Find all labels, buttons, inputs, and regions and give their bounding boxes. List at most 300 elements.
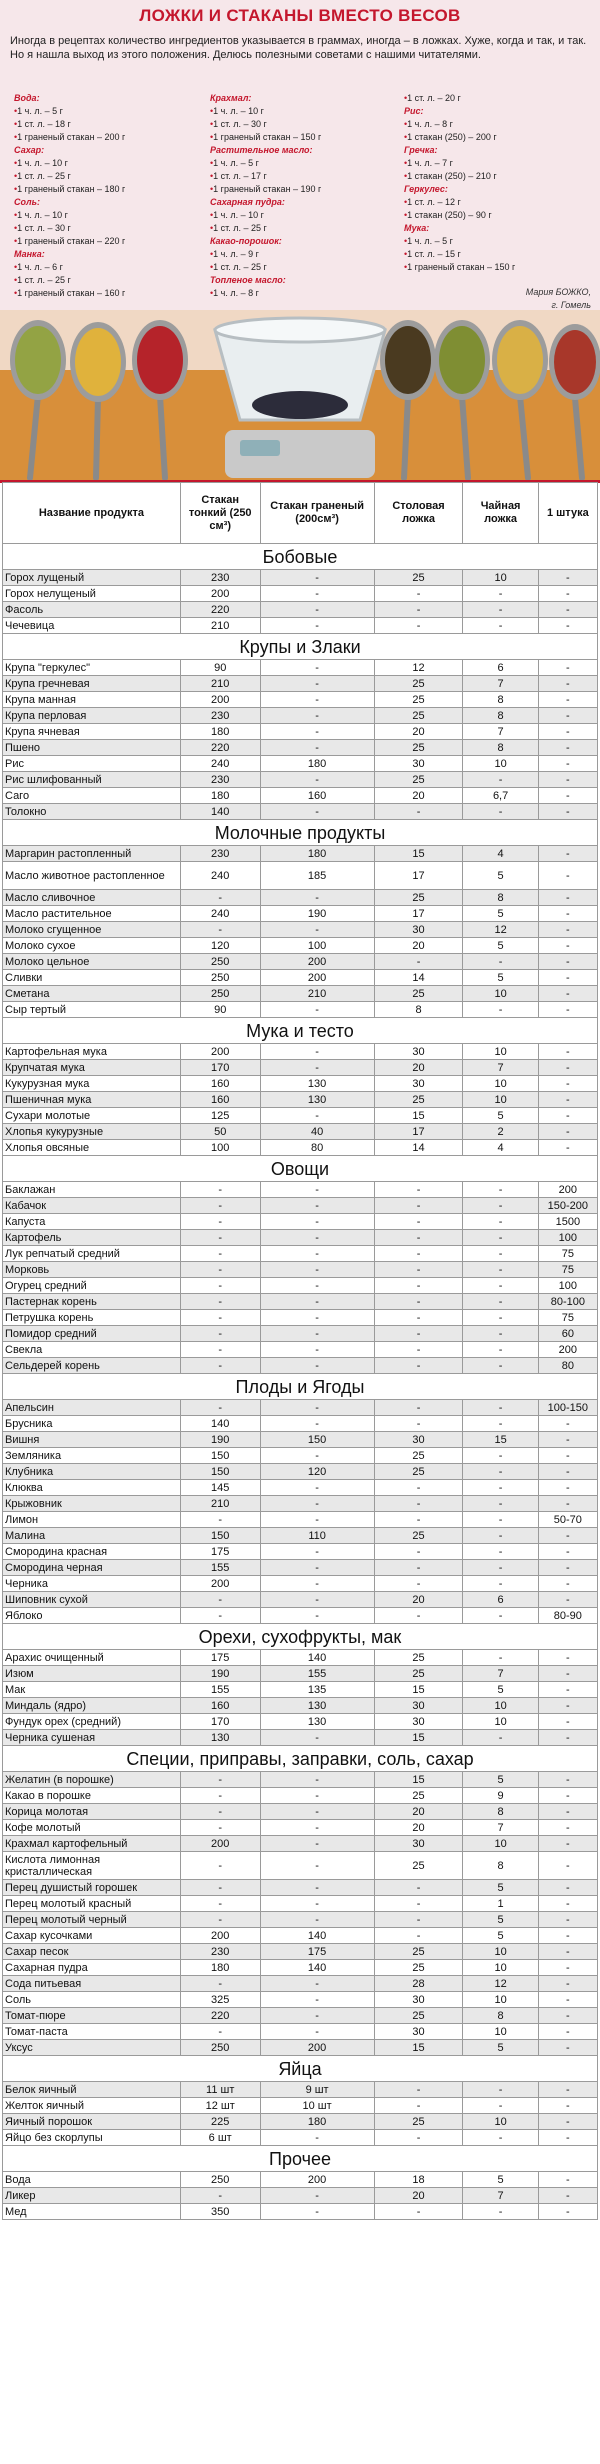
product-name-cell: Маргарин растопленный bbox=[3, 846, 181, 862]
table-row bbox=[3, 1092, 598, 1108]
product-name-cell: Уксус bbox=[3, 2040, 181, 2056]
value-cell: 130 bbox=[260, 1698, 374, 1714]
value-cell: - bbox=[180, 1912, 260, 1928]
value-cell: 200 bbox=[260, 954, 374, 970]
product-name-cell: Кофе молотый bbox=[3, 1820, 181, 1836]
value-cell: - bbox=[463, 1230, 538, 1246]
table-row bbox=[3, 862, 598, 890]
value-cell: - bbox=[260, 1044, 374, 1060]
value-cell: - bbox=[260, 922, 374, 938]
value-cell: 10 bbox=[463, 2024, 538, 2040]
value-cell: - bbox=[374, 1358, 463, 1374]
value-cell: 15 bbox=[374, 2040, 463, 2056]
product-name-cell: Фасоль bbox=[3, 602, 181, 618]
value-cell: - bbox=[180, 1214, 260, 1230]
value-cell: - bbox=[538, 922, 597, 938]
product-name-cell: Картофель bbox=[3, 1230, 181, 1246]
product-name-cell: Шиповник сухой bbox=[3, 1592, 181, 1608]
value-cell: 250 bbox=[180, 970, 260, 986]
value-cell: - bbox=[260, 1416, 374, 1432]
value-cell: 30 bbox=[374, 1992, 463, 2008]
value-cell: - bbox=[374, 618, 463, 634]
measure-group-title: Какао-порошок: bbox=[210, 236, 282, 246]
value-cell: 9 шт bbox=[260, 2082, 374, 2098]
table-row bbox=[3, 1960, 598, 1976]
product-name-cell: Сыр тертый bbox=[3, 1002, 181, 1018]
value-cell: 75 bbox=[538, 1310, 597, 1326]
value-cell: - bbox=[374, 1310, 463, 1326]
value-cell: 20 bbox=[374, 788, 463, 804]
measure-line: • 1 ч. л. – 5 г bbox=[404, 235, 515, 248]
value-cell: 25 bbox=[374, 1944, 463, 1960]
value-cell: - bbox=[538, 1976, 597, 1992]
value-cell: - bbox=[374, 1342, 463, 1358]
product-name-cell: Сода питьевая bbox=[3, 1976, 181, 1992]
value-cell: - bbox=[180, 1788, 260, 1804]
value-cell: - bbox=[538, 756, 597, 772]
value-cell: - bbox=[538, 2024, 597, 2040]
table-row bbox=[3, 1416, 598, 1432]
value-cell: - bbox=[463, 2098, 538, 2114]
measure-line: • 1 ч. л. – 10 г bbox=[14, 209, 125, 222]
table-row bbox=[3, 1730, 598, 1746]
value-cell: 8 bbox=[463, 1852, 538, 1880]
value-cell: - bbox=[538, 772, 597, 788]
value-cell: - bbox=[260, 1730, 374, 1746]
product-name-cell: Молоко сгущенное bbox=[3, 922, 181, 938]
value-cell: - bbox=[260, 1772, 374, 1788]
value-cell: - bbox=[463, 1246, 538, 1262]
value-cell: 20 bbox=[374, 1820, 463, 1836]
measure-line: • 1 ст. л. – 25 г bbox=[210, 261, 321, 274]
table-row bbox=[3, 846, 598, 862]
measure-line: • 1 ст. л. – 20 г bbox=[404, 92, 515, 105]
value-cell: 10 bbox=[463, 1044, 538, 1060]
value-cell: 8 bbox=[463, 890, 538, 906]
value-cell: - bbox=[463, 1650, 538, 1666]
value-cell: 25 bbox=[374, 2114, 463, 2130]
value-cell: - bbox=[538, 906, 597, 922]
value-cell: - bbox=[538, 2098, 597, 2114]
value-cell: 10 bbox=[463, 1698, 538, 1714]
product-name-cell: Молоко цельное bbox=[3, 954, 181, 970]
value-cell: - bbox=[374, 2082, 463, 2098]
value-cell: - bbox=[260, 1358, 374, 1374]
value-cell: - bbox=[180, 1880, 260, 1896]
value-cell: 14 bbox=[374, 1140, 463, 1156]
value-cell: 5 bbox=[463, 938, 538, 954]
value-cell: 225 bbox=[180, 2114, 260, 2130]
value-cell: 5 bbox=[463, 1772, 538, 1788]
value-cell: 220 bbox=[180, 740, 260, 756]
table-row bbox=[3, 1608, 598, 1624]
value-cell: 350 bbox=[180, 2204, 260, 2220]
value-cell: - bbox=[260, 1310, 374, 1326]
author-signature bbox=[406, 286, 591, 312]
value-cell: - bbox=[463, 1528, 538, 1544]
product-name-cell: Малина bbox=[3, 1528, 181, 1544]
measure-line: • 1 ст. л. – 12 г bbox=[404, 196, 515, 209]
table-row bbox=[3, 1804, 598, 1820]
value-cell: - bbox=[260, 1512, 374, 1528]
table-row bbox=[3, 756, 598, 772]
value-cell: 7 bbox=[463, 1820, 538, 1836]
value-cell: 80 bbox=[538, 1358, 597, 1374]
measures-column-1 bbox=[14, 92, 125, 300]
value-cell: 145 bbox=[180, 1480, 260, 1496]
value-cell: 250 bbox=[180, 986, 260, 1002]
value-cell: - bbox=[180, 1804, 260, 1820]
value-cell: 240 bbox=[180, 862, 260, 890]
value-cell: - bbox=[374, 1912, 463, 1928]
product-name-cell: Крупа перловая bbox=[3, 708, 181, 724]
value-cell: 15 bbox=[374, 846, 463, 862]
value-cell: - bbox=[260, 660, 374, 676]
value-cell: - bbox=[374, 1214, 463, 1230]
value-cell: 17 bbox=[374, 862, 463, 890]
value-cell: - bbox=[374, 1608, 463, 1624]
value-cell: - bbox=[538, 1928, 597, 1944]
value-cell: - bbox=[374, 1198, 463, 1214]
product-name-cell: Кукурузная мука bbox=[3, 1076, 181, 1092]
value-cell: 200 bbox=[260, 2040, 374, 2056]
value-cell: 10 bbox=[463, 986, 538, 1002]
measure-line: • 1 ст. л. – 18 г bbox=[14, 118, 125, 131]
value-cell: 25 bbox=[374, 692, 463, 708]
value-cell: 175 bbox=[180, 1650, 260, 1666]
table-row bbox=[3, 1880, 598, 1896]
value-cell: 25 bbox=[374, 890, 463, 906]
table-row bbox=[3, 2172, 598, 2188]
product-name-cell: Горох лущеный bbox=[3, 570, 181, 586]
author-city: г. Гомель bbox=[551, 300, 591, 310]
value-cell: - bbox=[180, 2024, 260, 2040]
measure-line: • 1 ст. л. – 30 г bbox=[210, 118, 321, 131]
value-cell: 325 bbox=[180, 1992, 260, 2008]
value-cell: - bbox=[463, 1416, 538, 1432]
value-cell: - bbox=[538, 724, 597, 740]
value-cell: 10 bbox=[463, 1960, 538, 1976]
section-header-row bbox=[3, 2056, 598, 2082]
table-row bbox=[3, 1576, 598, 1592]
product-name-cell: Сметана bbox=[3, 986, 181, 1002]
value-cell: - bbox=[260, 1788, 374, 1804]
measures-column-2 bbox=[210, 92, 321, 300]
product-name-cell: Баклажан bbox=[3, 1182, 181, 1198]
value-cell: - bbox=[260, 1992, 374, 2008]
header-one-piece: 1 штука bbox=[538, 483, 597, 544]
product-name-cell: Перец молотый черный bbox=[3, 1912, 181, 1928]
value-cell: 25 bbox=[374, 676, 463, 692]
table-row bbox=[3, 1788, 598, 1804]
table-row bbox=[3, 1076, 598, 1092]
value-cell: - bbox=[260, 1836, 374, 1852]
value-cell: 160 bbox=[180, 1076, 260, 1092]
measure-group-title: Гречка: bbox=[404, 145, 438, 155]
value-cell: - bbox=[260, 804, 374, 820]
table-row bbox=[3, 2130, 598, 2146]
value-cell: - bbox=[180, 1326, 260, 1342]
section-title: Яйца bbox=[3, 2056, 598, 2082]
product-name-cell: Крупа гречневая bbox=[3, 676, 181, 692]
value-cell: - bbox=[463, 1400, 538, 1416]
product-name-cell: Земляника bbox=[3, 1448, 181, 1464]
value-cell: 10 bbox=[463, 1714, 538, 1730]
product-name-cell: Пшеничная мука bbox=[3, 1092, 181, 1108]
value-cell: - bbox=[463, 1002, 538, 1018]
value-cell: 110 bbox=[260, 1528, 374, 1544]
value-cell: - bbox=[538, 862, 597, 890]
product-name-cell: Томат-паста bbox=[3, 2024, 181, 2040]
value-cell: 160 bbox=[260, 788, 374, 804]
product-name-cell: Пастернак корень bbox=[3, 1294, 181, 1310]
value-cell: 130 bbox=[260, 1076, 374, 1092]
table-row bbox=[3, 2008, 598, 2024]
value-cell: - bbox=[180, 2188, 260, 2204]
value-cell: - bbox=[260, 1496, 374, 1512]
product-name-cell: Пшено bbox=[3, 740, 181, 756]
value-cell: - bbox=[538, 1496, 597, 1512]
value-cell: - bbox=[260, 708, 374, 724]
value-cell: 17 bbox=[374, 906, 463, 922]
value-cell: 200 bbox=[180, 1044, 260, 1060]
value-cell: - bbox=[260, 570, 374, 586]
value-cell: - bbox=[463, 1358, 538, 1374]
table-row bbox=[3, 890, 598, 906]
measure-line: • 1 ч. л. – 5 г bbox=[210, 157, 321, 170]
spices-illustration bbox=[0, 310, 600, 480]
value-cell: - bbox=[538, 660, 597, 676]
value-cell: - bbox=[260, 1576, 374, 1592]
value-cell: 8 bbox=[463, 2008, 538, 2024]
value-cell: - bbox=[260, 1002, 374, 1018]
section-header-row bbox=[3, 820, 598, 846]
table-row bbox=[3, 1560, 598, 1576]
table-row bbox=[3, 2204, 598, 2220]
value-cell: 100 bbox=[538, 1230, 597, 1246]
table-row bbox=[3, 1246, 598, 1262]
value-cell: 25 bbox=[374, 1852, 463, 1880]
value-cell: 7 bbox=[463, 1060, 538, 1076]
value-cell: 5 bbox=[463, 862, 538, 890]
value-cell: 6,7 bbox=[463, 788, 538, 804]
value-cell: - bbox=[538, 1092, 597, 1108]
value-cell: - bbox=[180, 1976, 260, 1992]
measure-line: • 1 ч. л. – 7 г bbox=[404, 157, 515, 170]
value-cell: 25 bbox=[374, 1650, 463, 1666]
value-cell: - bbox=[180, 1852, 260, 1880]
article-intro: Иногда в рецептах количество ингредиентов указывается в граммах, иногда – в ложках. Хуже, когда и так, и так. Но я нашла выход из этого положения. Делюсь полезными советами с нашими читателями. bbox=[10, 35, 587, 61]
value-cell: 2 bbox=[463, 1124, 538, 1140]
author-name: Мария БОЖКО, bbox=[525, 287, 591, 297]
value-cell: - bbox=[538, 938, 597, 954]
value-cell: - bbox=[260, 1544, 374, 1560]
value-cell: 25 bbox=[374, 1666, 463, 1682]
value-cell: 220 bbox=[180, 602, 260, 618]
value-cell: 30 bbox=[374, 1076, 463, 1092]
product-name-cell: Морковь bbox=[3, 1262, 181, 1278]
value-cell: 200 bbox=[538, 1182, 597, 1198]
product-name-cell: Какао в порошке bbox=[3, 1788, 181, 1804]
value-cell: - bbox=[538, 676, 597, 692]
value-cell: - bbox=[374, 1496, 463, 1512]
measure-group-title: Растительное масло: bbox=[210, 145, 313, 155]
value-cell: 7 bbox=[463, 2188, 538, 2204]
product-name-cell: Горох нелущеный bbox=[3, 586, 181, 602]
table-row bbox=[3, 2040, 598, 2056]
table-row bbox=[3, 2098, 598, 2114]
value-cell: - bbox=[463, 954, 538, 970]
value-cell: 1 bbox=[463, 1896, 538, 1912]
measure-line: • 1 граненый стакан – 200 г bbox=[14, 131, 125, 144]
measure-group-title: Топленое масло: bbox=[210, 275, 286, 285]
value-cell: - bbox=[538, 2040, 597, 2056]
product-name-cell: Томат-пюре bbox=[3, 2008, 181, 2024]
value-cell: 14 bbox=[374, 970, 463, 986]
table-row bbox=[3, 906, 598, 922]
measure-line: • 1 граненый стакан – 150 г bbox=[210, 131, 321, 144]
value-cell: - bbox=[260, 1246, 374, 1262]
product-name-cell: Сахарная пудра bbox=[3, 1960, 181, 1976]
table-row bbox=[3, 602, 598, 618]
value-cell: 10 bbox=[463, 2114, 538, 2130]
value-cell: 11 шт bbox=[180, 2082, 260, 2098]
value-cell: - bbox=[463, 1326, 538, 1342]
value-cell: - bbox=[260, 1480, 374, 1496]
value-cell: - bbox=[463, 602, 538, 618]
value-cell: 150-200 bbox=[538, 1198, 597, 1214]
value-cell: - bbox=[180, 1294, 260, 1310]
table-row bbox=[3, 1992, 598, 2008]
value-cell: 25 bbox=[374, 1528, 463, 1544]
value-cell: - bbox=[463, 586, 538, 602]
value-cell: 180 bbox=[180, 788, 260, 804]
table-row bbox=[3, 1912, 598, 1928]
product-name-cell: Клубника bbox=[3, 1464, 181, 1480]
value-cell: - bbox=[260, 1912, 374, 1928]
measure-line: • 1 граненый стакан – 190 г bbox=[210, 183, 321, 196]
value-cell: - bbox=[463, 1496, 538, 1512]
value-cell: 180 bbox=[260, 846, 374, 862]
value-cell: 25 bbox=[374, 708, 463, 724]
value-cell: - bbox=[538, 1448, 597, 1464]
value-cell: 4 bbox=[463, 1140, 538, 1156]
value-cell: - bbox=[180, 1512, 260, 1528]
value-cell: 25 bbox=[374, 570, 463, 586]
value-cell: 15 bbox=[463, 1432, 538, 1448]
value-cell: - bbox=[260, 1230, 374, 1246]
value-cell: - bbox=[463, 1278, 538, 1294]
value-cell: - bbox=[463, 1198, 538, 1214]
value-cell: - bbox=[180, 1896, 260, 1912]
value-cell: 170 bbox=[180, 1060, 260, 1076]
measure-line: • 1 ч. л. – 10 г bbox=[210, 105, 321, 118]
value-cell: - bbox=[374, 1480, 463, 1496]
value-cell: 230 bbox=[180, 708, 260, 724]
table-row bbox=[3, 1544, 598, 1560]
value-cell: - bbox=[538, 788, 597, 804]
value-cell: - bbox=[260, 1182, 374, 1198]
value-cell: - bbox=[463, 1464, 538, 1480]
value-cell: 5 bbox=[463, 1928, 538, 1944]
product-name-cell: Молоко сухое bbox=[3, 938, 181, 954]
table-row bbox=[3, 954, 598, 970]
value-cell: - bbox=[538, 1698, 597, 1714]
value-cell: 7 bbox=[463, 1666, 538, 1682]
value-cell: 5 bbox=[463, 906, 538, 922]
value-cell: - bbox=[374, 1576, 463, 1592]
value-cell: - bbox=[463, 2204, 538, 2220]
value-cell: - bbox=[538, 1820, 597, 1836]
value-cell: 100 bbox=[260, 938, 374, 954]
value-cell: - bbox=[260, 1400, 374, 1416]
value-cell: - bbox=[538, 1666, 597, 1682]
table-row bbox=[3, 1512, 598, 1528]
value-cell: 20 bbox=[374, 1592, 463, 1608]
value-cell: - bbox=[538, 2188, 597, 2204]
product-name-cell: Перец душистый горошек bbox=[3, 1880, 181, 1896]
product-name-cell: Яичный порошок bbox=[3, 2114, 181, 2130]
value-cell: - bbox=[260, 1448, 374, 1464]
product-name-cell: Изюм bbox=[3, 1666, 181, 1682]
value-cell: 1500 bbox=[538, 1214, 597, 1230]
value-cell: - bbox=[260, 1976, 374, 1992]
table-row bbox=[3, 2082, 598, 2098]
value-cell: - bbox=[538, 970, 597, 986]
value-cell: 12 bbox=[374, 660, 463, 676]
value-cell: - bbox=[260, 1608, 374, 1624]
measure-line: • 1 ч. л. – 9 г bbox=[210, 248, 321, 261]
product-name-cell: Соль bbox=[3, 1992, 181, 2008]
table-row bbox=[3, 1294, 598, 1310]
value-cell: - bbox=[538, 1992, 597, 2008]
section-title: Бобовые bbox=[3, 544, 598, 570]
product-name-cell: Свекла bbox=[3, 1342, 181, 1358]
value-cell: 250 bbox=[180, 2040, 260, 2056]
value-cell: - bbox=[260, 1592, 374, 1608]
value-cell: 50-70 bbox=[538, 1512, 597, 1528]
value-cell: 6 bbox=[463, 660, 538, 676]
value-cell: - bbox=[538, 1140, 597, 1156]
table-row bbox=[3, 618, 598, 634]
product-name-cell: Смородина красная bbox=[3, 1544, 181, 1560]
value-cell: - bbox=[374, 1294, 463, 1310]
section-title: Плоды и Ягоды bbox=[3, 1374, 598, 1400]
value-cell: 200 bbox=[180, 1576, 260, 1592]
kitchen-scale-icon bbox=[215, 318, 385, 478]
value-cell: - bbox=[374, 1928, 463, 1944]
value-cell: 20 bbox=[374, 1060, 463, 1076]
value-cell: - bbox=[538, 708, 597, 724]
value-cell: 4 bbox=[463, 846, 538, 862]
value-cell: - bbox=[538, 1124, 597, 1140]
measure-group-title: Соль: bbox=[14, 197, 40, 207]
value-cell: - bbox=[538, 1960, 597, 1976]
product-name-cell: Желток яичный bbox=[3, 2098, 181, 2114]
value-cell: - bbox=[260, 890, 374, 906]
product-name-cell: Крахмал картофельный bbox=[3, 1836, 181, 1852]
table-row bbox=[3, 1124, 598, 1140]
value-cell: - bbox=[538, 1836, 597, 1852]
value-cell: 150 bbox=[180, 1528, 260, 1544]
product-name-cell: Толокно bbox=[3, 804, 181, 820]
product-name-cell: Лимон bbox=[3, 1512, 181, 1528]
value-cell: - bbox=[463, 804, 538, 820]
measures-column-3 bbox=[404, 92, 515, 274]
value-cell: - bbox=[538, 1852, 597, 1880]
table-row bbox=[3, 724, 598, 740]
value-cell: - bbox=[538, 692, 597, 708]
